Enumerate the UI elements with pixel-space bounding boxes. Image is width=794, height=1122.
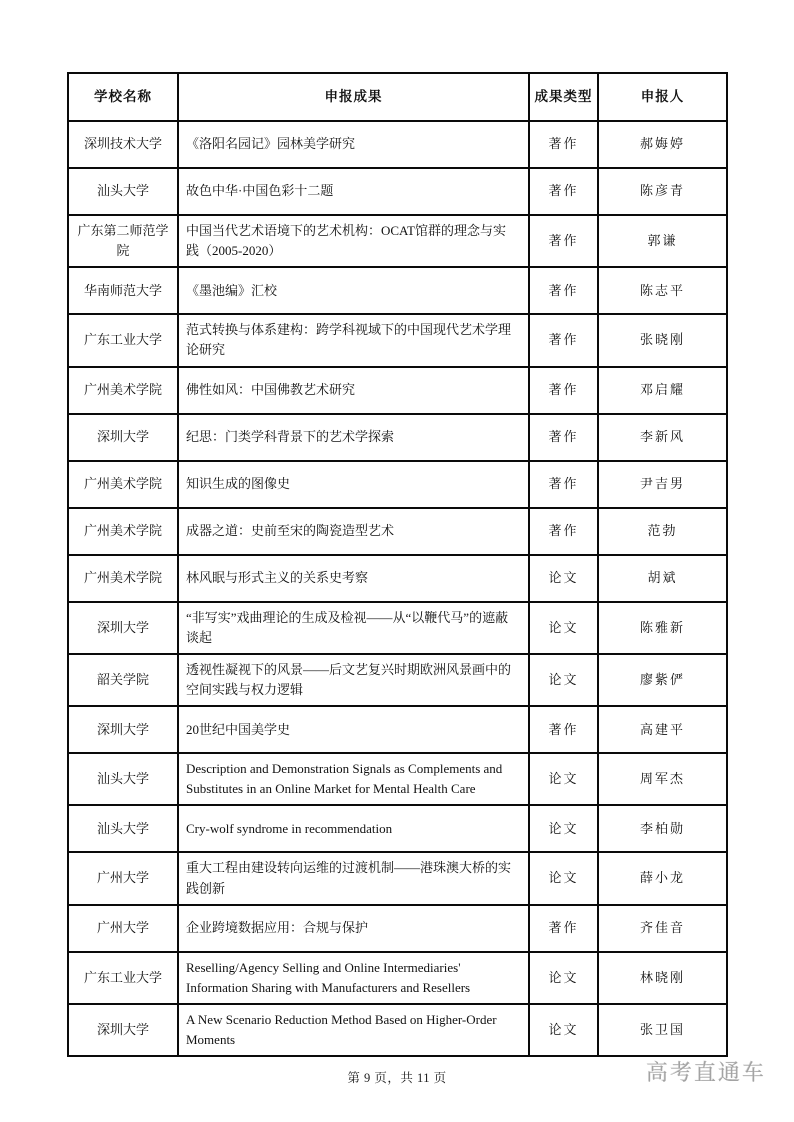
school-name-cell: 广州美术学院 xyxy=(68,555,178,602)
achievement-type-cell: 著作 xyxy=(529,267,598,314)
applicant-name-cell: 郭谦 xyxy=(598,215,727,267)
applicant-name-cell: 李新风 xyxy=(598,414,727,461)
table-row xyxy=(68,1004,727,1056)
applicant-name-cell: 高建平 xyxy=(598,706,727,753)
achievement-type-cell: 著作 xyxy=(529,367,598,414)
school-name-cell: 广州大学 xyxy=(68,852,178,904)
achievement-type-cell: 论文 xyxy=(529,555,598,602)
table-row xyxy=(68,121,727,168)
school-name-cell: 汕头大学 xyxy=(68,805,178,852)
school-name-cell: 汕头大学 xyxy=(68,753,178,805)
table-header xyxy=(68,73,727,121)
achievement-title-cell: Reselling/Agency Selling and Online Intermediaries' Information Sharing with Manufacturers and Resellers xyxy=(178,952,529,1004)
achievement-title-cell: 企业跨境数据应用：合规与保护 xyxy=(178,905,529,952)
achievement-type-cell: 著作 xyxy=(529,414,598,461)
table-row xyxy=(68,215,727,267)
achievement-type-cell: 著作 xyxy=(529,508,598,555)
achievement-type-cell: 论文 xyxy=(529,805,598,852)
school-name-cell: 广东工业大学 xyxy=(68,314,178,366)
watermark-logo: 高考直通车 xyxy=(645,1060,766,1085)
column-header: 学校名称 xyxy=(68,73,178,121)
achievement-title-cell: 故色中华·中国色彩十二题 xyxy=(178,168,529,215)
table-row xyxy=(68,508,727,555)
school-name-cell: 广州美术学院 xyxy=(68,461,178,508)
applicant-name-cell: 范勃 xyxy=(598,508,727,555)
applicant-name-cell: 林晓刚 xyxy=(598,952,727,1004)
table-row xyxy=(68,952,727,1004)
table-row xyxy=(68,706,727,753)
achievement-type-cell: 著作 xyxy=(529,905,598,952)
achievement-title-cell: 透视性凝视下的风景——后文艺复兴时期欧洲风景画中的空间实践与权力逻辑 xyxy=(178,654,529,706)
applicant-name-cell: 廖紫俨 xyxy=(598,654,727,706)
achievement-title-cell: A New Scenario Reduction Method Based on Higher-Order Moments xyxy=(178,1004,529,1056)
achievement-title-cell: 佛性如风：中国佛教艺术研究 xyxy=(178,367,529,414)
applicant-name-cell: 陈雅新 xyxy=(598,602,727,654)
table-row xyxy=(68,367,727,414)
achievement-type-cell: 著作 xyxy=(529,461,598,508)
page-number: 第 9 页，共 11 页 xyxy=(347,1071,447,1085)
achievements-table xyxy=(67,72,728,1057)
achievement-type-cell: 著作 xyxy=(529,314,598,366)
achievement-title-cell: 中国当代艺术语境下的艺术机构：OCAT馆群的理念与实践（2005-2020） xyxy=(178,215,529,267)
achievement-title-cell: Cry-wolf syndrome in recommendation xyxy=(178,805,529,852)
column-header: 申报成果 xyxy=(178,73,529,121)
achievement-type-cell: 论文 xyxy=(529,852,598,904)
table-row xyxy=(68,168,727,215)
school-name-cell: 深圳大学 xyxy=(68,414,178,461)
achievement-title-cell: 知识生成的图像史 xyxy=(178,461,529,508)
school-name-cell: 汕头大学 xyxy=(68,168,178,215)
achievement-type-cell: 论文 xyxy=(529,952,598,1004)
achievement-title-cell: Description and Demonstration Signals as Complements and Substitutes in an Online Market for Mental Health Care xyxy=(178,753,529,805)
school-name-cell: 广州美术学院 xyxy=(68,367,178,414)
applicant-name-cell: 郝娒婷 xyxy=(598,121,727,168)
school-name-cell: 广东第二师范学院 xyxy=(68,215,178,267)
school-name-cell: 深圳大学 xyxy=(68,706,178,753)
table-body xyxy=(68,121,727,1056)
applicant-name-cell: 张卫国 xyxy=(598,1004,727,1056)
achievement-title-cell: 纪思：门类学科背景下的艺术学探索 xyxy=(178,414,529,461)
applicant-name-cell: 胡斌 xyxy=(598,555,727,602)
table-row xyxy=(68,753,727,805)
achievement-type-cell: 著作 xyxy=(529,121,598,168)
school-name-cell: 华南师范大学 xyxy=(68,267,178,314)
achievement-title-cell: 重大工程由建设转向运维的过渡机制——港珠澳大桥的实践创新 xyxy=(178,852,529,904)
applicant-name-cell: 薛小龙 xyxy=(598,852,727,904)
table-row xyxy=(68,602,727,654)
table-row xyxy=(68,852,727,904)
achievement-type-cell: 著作 xyxy=(529,168,598,215)
school-name-cell: 深圳技术大学 xyxy=(68,121,178,168)
table-row xyxy=(68,461,727,508)
school-name-cell: 韶关学院 xyxy=(68,654,178,706)
applicant-name-cell: 邓启耀 xyxy=(598,367,727,414)
applicant-name-cell: 张晓刚 xyxy=(598,314,727,366)
achievement-type-cell: 著作 xyxy=(529,215,598,267)
applicant-name-cell: 尹吉男 xyxy=(598,461,727,508)
column-header: 申报人 xyxy=(598,73,727,121)
school-name-cell: 广东工业大学 xyxy=(68,952,178,1004)
achievement-title-cell: 成器之道：史前至宋的陶瓷造型艺术 xyxy=(178,508,529,555)
achievement-type-cell: 论文 xyxy=(529,753,598,805)
achievement-type-cell: 论文 xyxy=(529,602,598,654)
achievement-title-cell: 范式转换与体系建构：跨学科视域下的中国现代艺术学理论研究 xyxy=(178,314,529,366)
column-header: 成果类型 xyxy=(529,73,598,121)
applicant-name-cell: 周军杰 xyxy=(598,753,727,805)
applicant-name-cell: 陈彦青 xyxy=(598,168,727,215)
achievement-title-cell: “非写实”戏曲理论的生成及检视——从“以鞭代马”的遮蔽谈起 xyxy=(178,602,529,654)
school-name-cell: 深圳大学 xyxy=(68,602,178,654)
applicant-name-cell: 齐佳音 xyxy=(598,905,727,952)
achievement-title-cell: 林风眠与形式主义的关系史考察 xyxy=(178,555,529,602)
school-name-cell: 广州美术学院 xyxy=(68,508,178,555)
table-header-row xyxy=(68,73,727,121)
table-row xyxy=(68,267,727,314)
achievement-title-cell: 《墨池编》汇校 xyxy=(178,267,529,314)
achievement-title-cell: 20世纪中国美学史 xyxy=(178,706,529,753)
table-row xyxy=(68,905,727,952)
achievement-type-cell: 论文 xyxy=(529,654,598,706)
achievement-title-cell: 《洛阳名园记》园林美学研究 xyxy=(178,121,529,168)
achievement-type-cell: 论文 xyxy=(529,1004,598,1056)
table-row xyxy=(68,314,727,366)
school-name-cell: 深圳大学 xyxy=(68,1004,178,1056)
applicant-name-cell: 李柏勋 xyxy=(598,805,727,852)
achievement-type-cell: 著作 xyxy=(529,706,598,753)
table-row xyxy=(68,414,727,461)
table-row xyxy=(68,654,727,706)
applicant-name-cell: 陈志平 xyxy=(598,267,727,314)
table-row xyxy=(68,555,727,602)
table-row xyxy=(68,805,727,852)
school-name-cell: 广州大学 xyxy=(68,905,178,952)
